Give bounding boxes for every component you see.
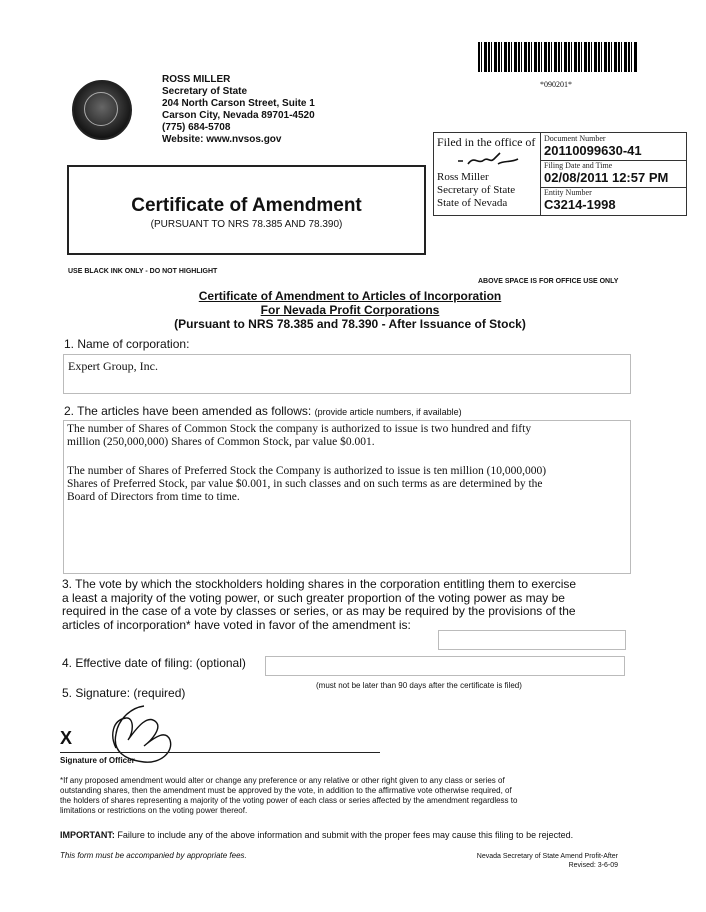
signature-of-officer-label: Signature of Officer [60,756,135,765]
q3-text [62,578,576,632]
x-mark: X [60,728,73,748]
secretary-signature [454,151,524,169]
filed-office-panel [434,133,541,215]
corporation-name-field[interactable] [63,354,631,394]
footnote-line1: *If any proposed amendment would alter or change any preference or any relative or other right given to any class or series of [60,776,505,785]
certificate-subtitle: (PURSUANT TO NRS 78.385 AND 78.390) [150,219,343,230]
barcode-number: *090201* [540,80,572,89]
document-number-label: Document Number [544,134,606,143]
filer-title: Secretary of State [437,184,516,196]
footnote [60,776,625,816]
certificate-box [67,165,426,255]
important-label: IMPORTANT: [60,830,115,840]
q1-label: 1. Name of corporation: [64,337,190,351]
q3-line3: required in the case of a vote by classes or series, or as may be required by the provisions of the [62,604,576,618]
phone: (775) 684-5708 [162,122,231,133]
state-seal [72,80,132,140]
vote-field[interactable] [438,630,626,650]
effective-date-note: (must not be later than 90 days after the certificate is filed) [316,681,522,690]
amendment-para1-line1: The number of Shares of Common Stock the company is authorized to issue is two hundred and fifty [67,423,532,435]
filing-datetime: 02/08/2011 12:57 PM [544,170,669,185]
document-number: 20110099630-41 [544,143,642,158]
signature-line [60,752,380,753]
important-notice [60,830,630,840]
ink-note: USE BLACK INK ONLY - DO NOT HIGHLIGHT [68,268,218,275]
q3-line1: 3. The vote by which the stockholders holding shares in the corporation entitling them to exercise [62,577,577,591]
office-use-box [433,132,687,216]
barcode [478,42,638,72]
entity-number-label: Entity Number [544,188,592,197]
amendment-para2-line2: Shares of Preferred Stock, par value $0.001, in such classes and on such terms as are determined by the [67,478,543,490]
form-title-line1: Certificate of Amendment to Articles of Incorporation [198,289,502,303]
filer-state: State of Nevada [437,197,508,209]
amendment-text-field[interactable] [63,420,631,574]
q4-label: 4. Effective date of filing: (optional) [62,656,246,670]
form-revised: Revised: 3-6-09 [568,862,618,869]
certificate-title: Certificate of Amendment [131,195,362,216]
fees-note: This form must be accompanied by appropriate fees. [60,851,247,860]
q5-label: 5. Signature: (required) [62,686,186,700]
form-title-line2: For Nevada Profit Corporations [260,303,440,317]
amendment-para1-line2: million (250,000,000) Shares of Common Stock, par value $0.001. [67,436,375,448]
form-title-line3: (Pursuant to NRS 78.385 and 78.390 - After Issuance of Stock) [174,317,526,331]
corporation-name-value: Expert Group, Inc. [68,359,158,373]
q3-line4: articles of incorporation* have voted in favor of the amendment is: [62,617,411,632]
form-footer [400,852,618,870]
entity-number: C3214-1998 [544,197,616,212]
form-name: Nevada Secretary of State Amend Profit-After [476,853,618,860]
secretary-name: ROSS MILLER [162,74,231,85]
q2-label-row [64,404,462,418]
filer-name: Ross Miller [437,171,489,183]
effective-date-field[interactable] [265,656,625,676]
address-line1: 204 North Carson Street, Suite 1 [162,98,315,109]
filing-datetime-label: Filing Date and Time [544,161,613,170]
footnote-line2: outstanding shares, then the amendment must be approved by the vote, in addition to the affirmative vote otherwise required, of [60,786,512,795]
q2-label: 2. The articles have been amended as follows: [64,404,312,418]
amendment-para2-line1: The number of Shares of Preferred Stock the Company is authorized to issue is ten million (10,000,000) [67,465,547,477]
website: Website: www.nvsos.gov [162,134,282,145]
secretary-info [162,74,315,146]
filed-in-label: Filed in the office of [437,135,536,149]
important-text: Failure to include any of the above information and submit with the proper fees may cause this filing to be rejected. [117,830,574,840]
address-line2: Carson City, Nevada 89701-4520 [162,110,315,121]
amendment-para2-line3: Board of Directors from time to time. [67,491,240,503]
q2-label-note: (provide article numbers, if available) [314,407,462,417]
secretary-title: Secretary of State [162,86,248,97]
q3-line2: a least a majority of the voting power, or such greater proportion of the voting power as may be [62,590,565,605]
footnote-line4: limitations or restrictions on the voting power thereof. [60,806,248,815]
office-use-note: ABOVE SPACE IS FOR OFFICE USE ONLY [478,278,619,285]
footnote-line3: the holders of shares representing a majority of the voting power of each class or series affected by the amendment regardless to [60,796,518,805]
